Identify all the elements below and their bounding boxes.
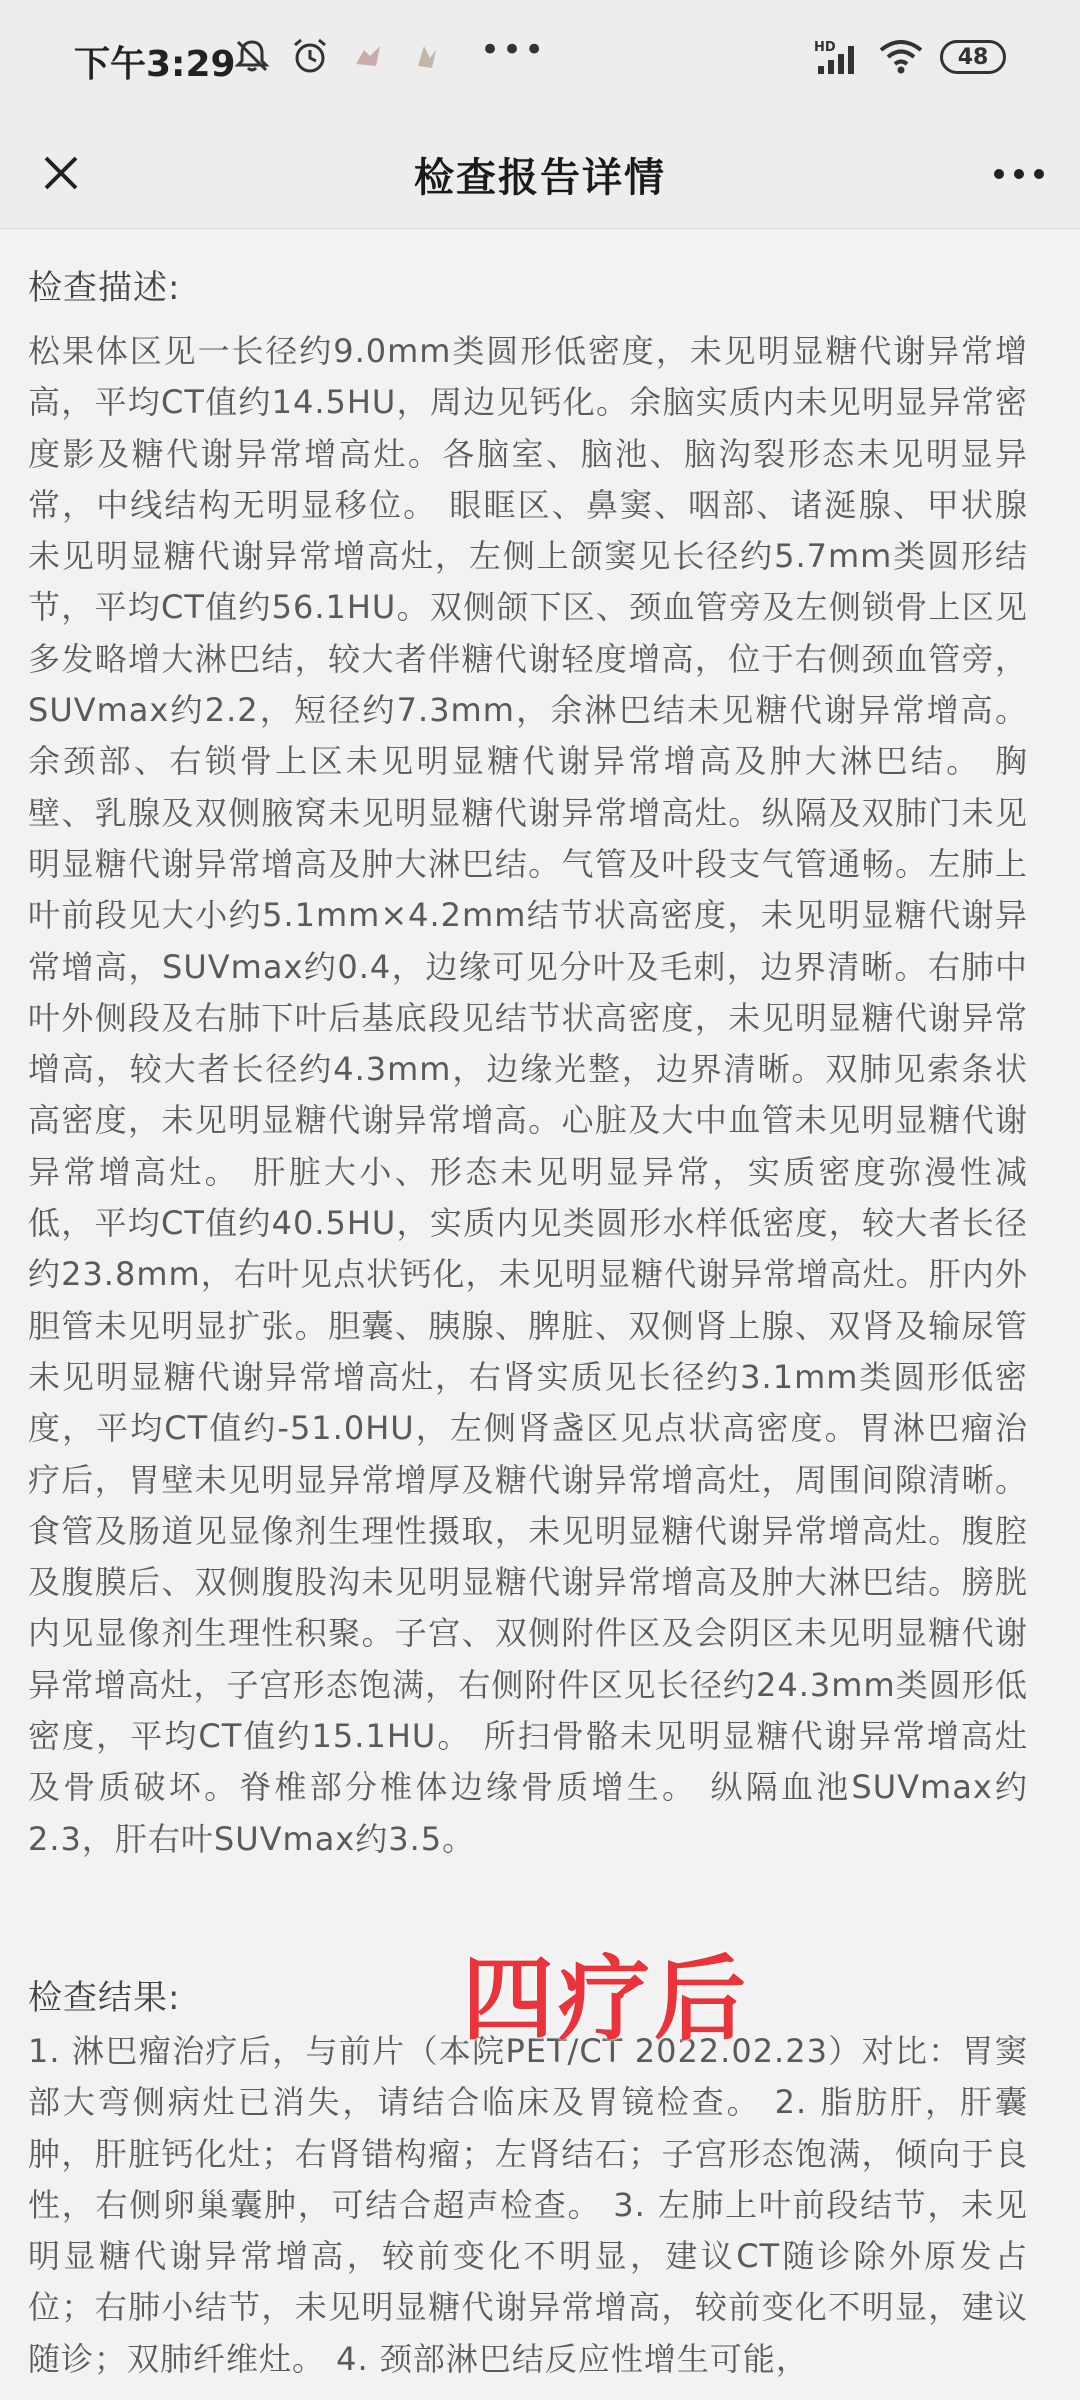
- mute-icon: [232, 36, 272, 76]
- more-notifications-dots: •••: [480, 30, 547, 70]
- page-title: 检查报告详情: [414, 155, 666, 201]
- result-text: 1. 淋巴瘤治疗后，与前片（本院PET/CT 2022.02.23）对比：胃窦部大弯侧病灶已消失，请结合临床及胃镜检查。 2. 脂肪肝，肝囊肿，肝脏钙化灶；右肾错构瘤；左肾结石；子宫形态饱满，倾向于良性，右侧卵巢囊肿，可结合超声检查。 3. 左肺上叶前段结节，未见明显糖代谢异常增高，较前变化不明显，建议CT随诊除外原发占位；右肺小结节，未见明显糖代谢异常增高，较前变化不明显，建议随诊；双肺纤维灶。 4. 颈部淋巴结反应性增生可能，: [28, 2032, 1028, 2378]
- description-text: 松果体区见一长径约9.0mm类圆形低密度，未见明显糖代谢异常增高，平均CT值约14.5HU，周边见钙化。余脑实质内未见明显异常密度影及糖代谢异常增高灶。各脑室、脑池、脑沟裂形态未见明显异常，中线结构无明显移位。 眼眶区、鼻窦、咽部、诸涎腺、甲状腺未见明显糖代谢异常增高灶，左侧上颌窦见长径约5.7mm类圆形结节，平均CT值约56.1HU。双侧颌下区、颈血管旁及左侧锁骨上区见多发略增大淋巴结，较大者伴糖代谢轻度增高，位于右侧颈血管旁，SUVmax约2.2，短径约7.3mm，余淋巴结未见糖代谢异常增高。余颈部、右锁骨上区未见明显糖代谢异常增高及肿大淋巴结。 胸壁、乳腺及双侧腋窝未见明显糖代谢异常增高灶。纵隔及双肺门未见明显糖代谢异常增高及肿大淋巴结。气管及叶段支气管通畅。左肺上叶前段见大小约5.1mm×4.2mm结节状高密度，未见明显糖代谢异常增高，SUVmax约0.4，边缘可见分叶及毛刺，边界清晰。右肺中叶外侧段及右肺下叶后基底段见结节状高密度，未见明显糖代谢异常增高，较大者长径约4.3mm，边缘光整，边界清晰。双肺见索条状高密度，未见明显糖代谢异常增高。心脏及大中血管未见明显糖代谢异常增高灶。 肝脏大小、形态未见明显异常，实质密度弥漫性减低，平均CT值约40.5HU，实质内见类圆形水样低密度，较大者长径约23.8mm，右叶见点状钙化，未见明显糖代谢异常增高灶。肝内外胆管未见明显扩张。胆囊、胰腺、脾脏、双侧肾上腺、双肾及输尿管未见明显糖代谢异常增高灶，右肾实质见长径约3.1mm类圆形低密度，平均CT值约-51.0HU，左侧肾盏区见点状高密度。胃淋巴瘤治疗后，胃壁未见明显异常增厚及糖代谢异常增高灶，周围间隙清晰。食管及肠道见显像剂生理性摄取，未见明显糖代谢异常增高灶。腹腔及腹膜后、双侧腹股沟未见明显糖代谢异常增高及肿大淋巴结。膀胱内见显像剂生理性积聚。子宫、双侧附件区及会阴区未见明显糖代谢异常增高灶，子宫形态饱满，右侧附件区见长径约24.3mm类圆形低密度，平均CT值约15.1HU。 所扫骨骼未见明显糖代谢异常增高灶及骨质破坏。脊椎部分椎体边缘骨质增生。 纵隔血池SUVmax约2.3，肝右叶SUVmax约3.5。: [28, 332, 1028, 1858]
- handwritten-overlay-label: 四疗后: [462, 1946, 751, 2053]
- status-bar: [0, 0, 1080, 118]
- app-notification-icon: [348, 36, 388, 76]
- more-horizontal-icon[interactable]: [988, 154, 1050, 194]
- notification-icons: [232, 30, 547, 76]
- wifi-icon: [878, 38, 924, 76]
- description-heading: 检查描述:: [28, 268, 181, 308]
- svg-text:HD: HD: [814, 40, 836, 55]
- alarm-icon: [290, 36, 330, 76]
- status-time: 下午3:29: [74, 44, 236, 85]
- system-icons: [814, 38, 1006, 76]
- result-heading: 检查结果:: [28, 1978, 181, 2018]
- hd-signal-icon: [814, 38, 862, 76]
- nav-bar: [0, 118, 1080, 229]
- report-content[interactable]: [0, 230, 1080, 2400]
- app-notification-icon: [406, 36, 446, 76]
- battery-icon: 48: [940, 40, 1006, 74]
